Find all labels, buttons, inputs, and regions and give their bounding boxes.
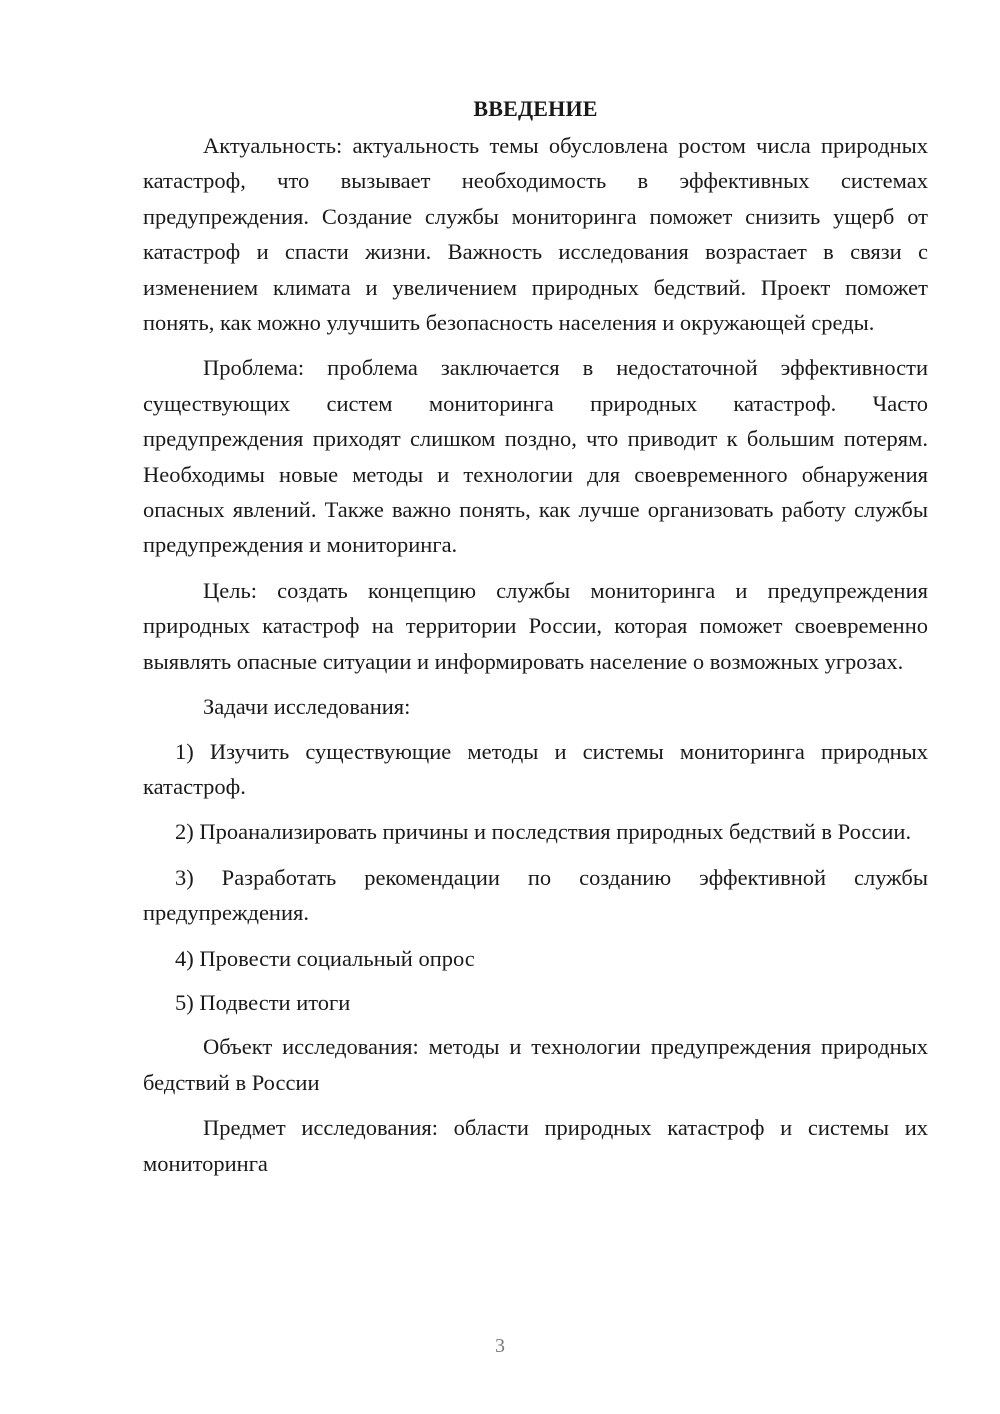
- object-paragraph: Объект исследования: методы и технологии предупреждения природных бедствий в России: [143, 1034, 928, 1095]
- document-body: [143, 94, 928, 1191]
- tasks-heading: Задачи исследования:: [203, 694, 411, 720]
- task-item-3: 3) Разработать рекомендации по созданию эффективной службы предупреждения.: [143, 864, 928, 926]
- task-item-5: 5) Подвести итоги: [175, 989, 351, 1015]
- page-title: ВВЕДЕНИЕ: [473, 96, 598, 121]
- goal-paragraph: Цель: создать концепцию службы мониторинга и предупреждения природных катастроф на территории России, которая поможет своевременно выявлять опасные ситуации и информировать население о возможных угрозах.: [143, 577, 928, 674]
- task-item-1: 1) Изучить существующие методы и системы мониторинга природных катастроф.: [143, 738, 928, 799]
- task-item-4: 4) Провести социальный опрос: [175, 945, 475, 971]
- relevance-paragraph: Актуальность: актуальность темы обусловлена ростом числа природных катастроф, что вызывает необходимость в эффективных системах предупреждения. Создание службы мониторинга поможет снизить ущерб от катастроф и спасти жизни. Важность исследования возрастает в связи с изменением климата и увеличением природных бедствий. Проект поможет понять, как можно улучшить безопасность населения и окружающей среды.: [143, 133, 928, 336]
- problem-paragraph: Проблема: проблема заключается в недостаточной эффективности существующих систем мониторинга природных катастроф. Часто предупреждения приходят слишком поздно, что приводит к большим потерям. Необходимы новые методы и технологии для своевременного обнаружения опасных явлений. Также важно понять, как лучше организовать работу службы предупреждения и мониторинга.: [143, 355, 928, 558]
- page-number: 3: [495, 1335, 505, 1357]
- subject-paragraph: Предмет исследования: области природных катастроф и системы их мониторинга: [143, 1115, 928, 1176]
- task-item-2: 2) Проанализировать причины и последствия природных бедствий в России.: [175, 819, 912, 845]
